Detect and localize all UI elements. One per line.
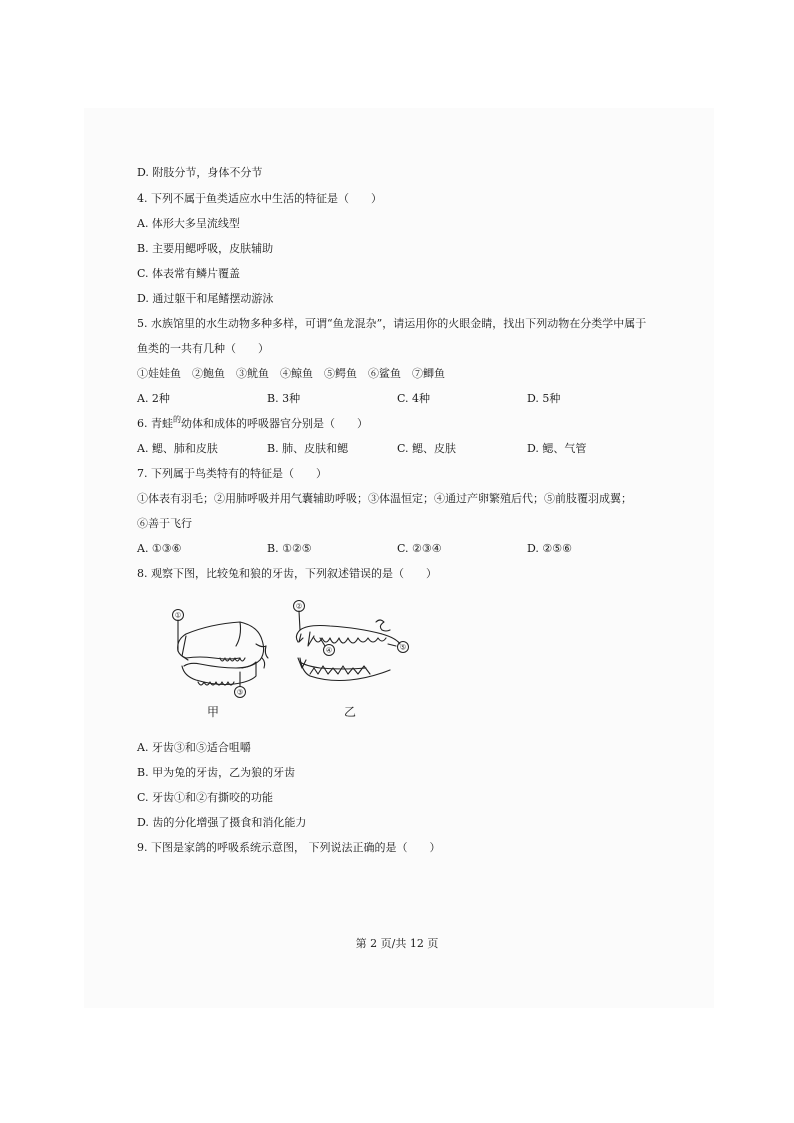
label-2: ②: [295, 602, 303, 611]
q3-option-d: D. 附肢分节，身体不分节: [137, 166, 263, 179]
q8-option-b: B. 甲为兔的牙齿，乙为狼的牙齿: [137, 766, 296, 779]
q5-animal-list: ①娃娃鱼 ②鲍鱼 ③鱿鱼 ④鲸鱼 ⑤鳄鱼 ⑥鲨鱼 ⑦鲫鱼: [137, 367, 445, 380]
q5-option-d: D. 5种: [527, 392, 561, 405]
q6-option-b: B. 肺、皮肤和鳃: [267, 442, 349, 455]
teeth-figure: [160, 596, 420, 721]
q6-stem: [137, 417, 368, 432]
q9-stem: 9. 下图是家鸽的呼吸系统示意图， 下列说法正确的是（ ）: [137, 841, 441, 854]
q6-option-d: D. 鳃、气管: [527, 442, 587, 455]
label-5: ⑤: [399, 643, 407, 652]
caption-yi: 乙: [343, 705, 357, 719]
q6-stem-superscript: 的: [173, 415, 181, 424]
q5-stem-line1: 5. 水族馆里的水生动物多种多样，可谓“鱼龙混杂”，请运用你的火眼金睛，找出下列动物在分类学中属于: [137, 317, 647, 330]
q7-option-a: A. ①③⑥: [137, 542, 182, 555]
q7-items-line2: ⑥善于飞行: [137, 517, 192, 530]
q7-option-c: C. ②③④: [397, 542, 442, 555]
q4-stem: 4. 下列不属于鱼类适应水中生活的特征是（ ）: [137, 192, 382, 205]
q5-option-c: C. 4种: [397, 392, 431, 405]
q4-option-a: A. 体形大多呈流线型: [137, 217, 240, 230]
q7-stem: 7. 下列属于鸟类特有的特征是（ ）: [137, 467, 327, 480]
q7-option-b: B. ①②⑤: [267, 542, 312, 555]
q6-option-a: A. 鳃、肺和皮肤: [137, 442, 218, 455]
q6-stem-start: 6. 青蛙: [137, 417, 173, 430]
page-footer: 第 2 页/共 12 页: [355, 937, 439, 950]
q8-option-a: A. 牙齿③和⑤适合咀嚼: [137, 741, 251, 754]
label-1: ①: [174, 611, 182, 620]
q5-stem-line2: 鱼类的一共有几种（ ）: [137, 342, 269, 355]
q5-option-b: B. 3种: [267, 392, 301, 405]
caption-jia: 甲: [206, 705, 220, 719]
label-leader-lines: [178, 611, 396, 686]
label-4: ④: [325, 646, 333, 655]
q6-stem-end: 幼体和成体的呼吸器官分别是（ ）: [181, 417, 368, 430]
wolf-skull-drawing: [296, 620, 400, 681]
q6-option-c: C. 鳃、皮肤: [397, 442, 457, 455]
q8-option-d: D. 齿的分化增强了摄食和消化能力: [137, 816, 307, 829]
rabbit-skull-drawing: [178, 622, 268, 685]
q4-option-d: D. 通过躯干和尾鳍摆动游泳: [137, 292, 274, 305]
q8-stem: 8. 观察下图，比较兔和狼的牙齿，下列叙述错误的是（ ）: [137, 567, 437, 580]
q7-items-line1: ①体表有羽毛；②用肺呼吸并用气囊辅助呼吸；③体温恒定；④通过产卵繁殖后代；⑤前肢覆羽成翼；: [137, 492, 632, 505]
q4-option-c: C. 体表常有鳞片覆盖: [137, 267, 241, 280]
q5-option-a: A. 2种: [137, 392, 170, 405]
q7-option-d: D. ②⑤⑥: [527, 542, 573, 555]
label-3: ③: [236, 688, 244, 697]
q8-option-c: C. 牙齿①和②有撕咬的功能: [137, 791, 274, 804]
q4-option-b: B. 主要用鳃呼吸，皮肤辅助: [137, 242, 274, 255]
